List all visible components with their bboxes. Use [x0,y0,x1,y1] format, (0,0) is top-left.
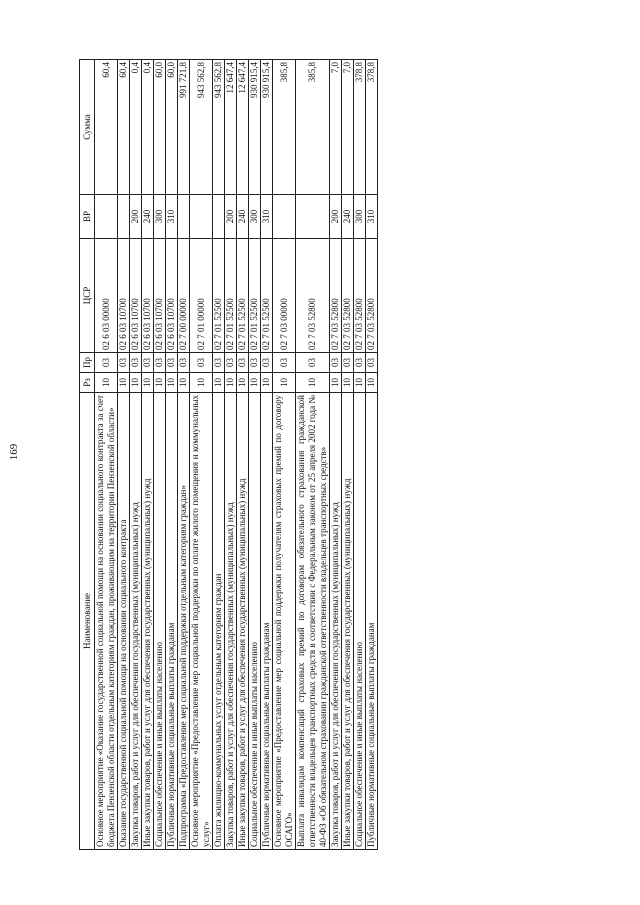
row-name: Выплата инвалидам компенсаций страховых премий по договорам обязательного страхования гражданской ответственности владельцев транспортных средств в соответствии с Федеральным законом от 25 апреля 2002 года № 40-ФЗ «Об обязательном страховании гражданской ответственности владельцев транспортных средств» [296,393,330,850]
row-sum: 60,0 [154,60,166,195]
row-rz: 10 [249,373,261,393]
row-csr: 02 6 03 10700 [142,239,154,353]
row-pr: 03 [118,353,130,373]
row-csr: 02 7 01 52500 [261,239,273,353]
row-csr: 02 7 01 00000 [190,239,213,353]
row-name: Основное мероприятие «Оказание государственной социальной помощи на основании социального контракта за счет бюджета Пензенской области отдельным категориям граждан, проживающим на территории Пензенской области» [95,393,118,850]
row-pr: 03 [154,353,166,373]
row-name: Публичные нормативные социальные выплаты гражданам [166,393,178,850]
row-pr: 03 [273,353,296,373]
page-number: 169 [8,443,20,461]
row-pr: 03 [213,353,225,373]
row-vr: 200 [330,195,342,239]
row-pr: 03 [166,353,178,373]
row-name: Социальное обеспечение и иные выплаты населению [354,393,366,850]
table-row [118,60,130,850]
row-sum: 0,4 [142,60,154,195]
table-row [190,60,213,850]
row-vr: 200 [225,195,237,239]
row-rz: 10 [118,373,130,393]
table-header-row [80,60,95,850]
row-sum: 60,4 [118,60,130,195]
row-csr: 02 7 01 52500 [249,239,261,353]
row-vr: 310 [261,195,273,239]
table-row [213,60,225,850]
row-sum: 7,0 [342,60,354,195]
row-pr: 03 [261,353,273,373]
row-vr [296,195,330,239]
row-rz: 10 [273,373,296,393]
row-sum: 930 915,4 [249,60,261,195]
row-rz: 10 [237,373,249,393]
row-rz: 10 [178,373,190,393]
row-vr [273,195,296,239]
table-row [225,60,237,850]
row-vr [95,195,118,239]
row-csr: 02 7 03 00000 [273,239,296,353]
table-row [178,60,190,850]
header-pr: Пр [80,353,95,373]
rotated-table-container [79,60,378,850]
row-pr: 03 [330,353,342,373]
table-row [142,60,154,850]
row-name: Оплата жилищно-коммунальных услуг отдельным категориям граждан [213,393,225,850]
table-row [166,60,178,850]
header-sum: Сумма [80,60,95,195]
row-pr: 03 [142,353,154,373]
row-sum: 60,0 [166,60,178,195]
table-row [249,60,261,850]
row-csr: 02 6 03 10700 [118,239,130,353]
row-rz: 10 [130,373,142,393]
row-sum: 385,8 [296,60,330,195]
row-rz: 10 [342,373,354,393]
table-row [130,60,142,850]
row-sum: 12 647,4 [237,60,249,195]
row-vr [213,195,225,239]
row-pr: 03 [237,353,249,373]
row-csr: 02 6 03 00000 [95,239,118,353]
table-row [154,60,166,850]
table-row [366,60,378,850]
row-csr: 02 6 03 10700 [130,239,142,353]
row-sum: 378,8 [366,60,378,195]
row-sum: 943 562,8 [190,60,213,195]
row-vr: 300 [354,195,366,239]
row-sum: 943 562,8 [213,60,225,195]
row-pr: 03 [342,353,354,373]
row-csr: 02 7 03 52800 [354,239,366,353]
table-row [95,60,118,850]
row-pr: 03 [178,353,190,373]
row-rz: 10 [366,373,378,393]
row-rz: 10 [225,373,237,393]
row-pr: 03 [225,353,237,373]
row-vr: 310 [366,195,378,239]
row-vr: 300 [154,195,166,239]
table-row [296,60,330,850]
row-vr [118,195,130,239]
row-pr: 03 [354,353,366,373]
table-row [237,60,249,850]
row-pr: 03 [130,353,142,373]
row-csr: 02 7 01 52500 [213,239,225,353]
row-vr [178,195,190,239]
row-vr: 310 [166,195,178,239]
row-name: Закупка товаров, работ и услуг для обеспечения государственных (муниципальных) нужд [225,393,237,850]
row-sum: 991 721,8 [178,60,190,195]
row-name: Иные закупки товаров, работ и услуг для обеспечения государственных (муниципальных) нужд [237,393,249,850]
row-name: Оказание государственной социальной помощи на основании социального контракта [118,393,130,850]
row-csr: 02 7 03 52800 [342,239,354,353]
table-row [354,60,366,850]
row-name: Основное мероприятие «Предоставление мер социальной поддержки по оплате жилого помещения и коммунальных услуг» [190,393,213,850]
row-rz: 10 [190,373,213,393]
row-csr: 02 7 01 52500 [225,239,237,353]
row-rz: 10 [354,373,366,393]
row-csr: 02 7 01 52500 [237,239,249,353]
row-name: Публичные нормативные социальные выплаты гражданам [261,393,273,850]
row-sum: 60,4 [95,60,118,195]
header-csr: ЦСР [80,239,95,353]
row-name: Публичные нормативные социальные выплаты гражданам [366,393,378,850]
row-vr: 240 [142,195,154,239]
row-name: Иные закупки товаров, работ и услуг для обеспечения государственных (муниципальных) нужд [142,393,154,850]
row-rz: 10 [166,373,178,393]
table-row [273,60,296,850]
row-vr: 240 [342,195,354,239]
row-pr: 03 [366,353,378,373]
row-sum: 385,8 [273,60,296,195]
table-row [261,60,273,850]
row-name: Закупка товаров, работ и услуг для обеспечения государственных (муниципальных) нужд [130,393,142,850]
row-name: Социальное обеспечение и иные выплаты населению [154,393,166,850]
row-rz: 10 [142,373,154,393]
row-name: Подпрограмма «Предоставление мер социальной поддержки отдельным категориям граждан» [178,393,190,850]
row-rz: 10 [261,373,273,393]
row-pr: 03 [296,353,330,373]
row-sum: 930 915,4 [261,60,273,195]
row-sum: 0,4 [130,60,142,195]
row-name: Основное мероприятие «Предоставление мер социальной поддержки получателям страховых премий по договору ОСАГО» [273,393,296,850]
row-vr [190,195,213,239]
row-pr: 03 [249,353,261,373]
header-vr: ВР [80,195,95,239]
row-vr: 240 [237,195,249,239]
row-name: Закупка товаров, работ и услуг для обеспечения государственных (муниципальных) нужд [330,393,342,850]
row-rz: 10 [154,373,166,393]
row-name: Социальное обеспечение и иные выплаты населению [249,393,261,850]
row-rz: 10 [330,373,342,393]
row-csr: 02 7 03 52800 [366,239,378,353]
table-row [342,60,354,850]
row-rz: 10 [95,373,118,393]
row-csr: 02 7 03 52800 [330,239,342,353]
row-vr: 300 [249,195,261,239]
row-sum: 12 647,4 [225,60,237,195]
row-csr: 02 7 00 00000 [178,239,190,353]
table-row [330,60,342,850]
row-pr: 03 [190,353,213,373]
row-sum: 378,8 [354,60,366,195]
row-sum: 7,0 [330,60,342,195]
header-rz: Рз [80,373,95,393]
row-rz: 10 [296,373,330,393]
row-csr: 02 7 03 52800 [296,239,330,353]
row-csr: 02 6 03 10700 [154,239,166,353]
row-vr: 200 [130,195,142,239]
header-name: Наименование [80,393,95,850]
row-csr: 02 6 03 10700 [166,239,178,353]
budget-table [79,59,378,850]
row-pr: 03 [95,353,118,373]
row-name: Иные закупки товаров, работ и услуг для обеспечения государственных (муниципальных) нужд [342,393,354,850]
row-rz: 10 [213,373,225,393]
